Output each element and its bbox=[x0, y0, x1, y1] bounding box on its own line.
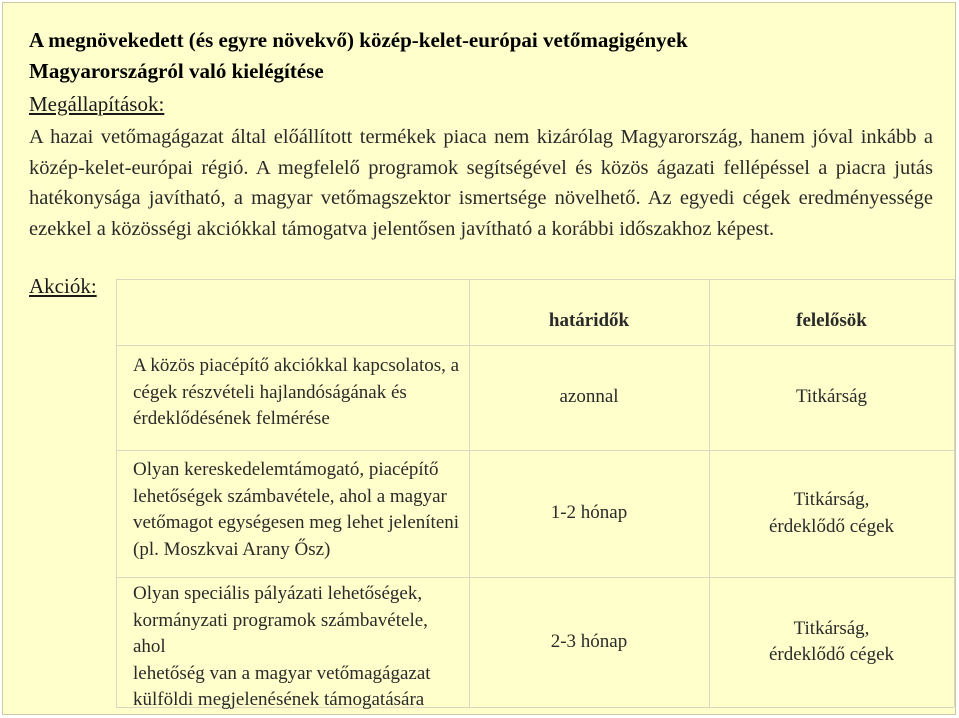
actions-table bbox=[116, 279, 956, 709]
header-responsible bbox=[709, 279, 954, 331]
action-line: lehetőségek számbavétele, ahol a magyar bbox=[133, 485, 447, 507]
table-border-right bbox=[954, 279, 955, 707]
table-row-3-deadline bbox=[469, 577, 709, 707]
action-line: érdeklődésének felmérése bbox=[133, 408, 330, 429]
action-line: vetőmagot egységesen meg lehet jeleníteni bbox=[133, 512, 460, 533]
action-line: Olyan speciális pályázati lehetőségek, bbox=[133, 583, 423, 604]
title-line-2: Magyarországról való kielégítése bbox=[29, 59, 324, 83]
action-line: A közös piacépítő akciókkal kapcsolatos, a bbox=[133, 355, 460, 376]
table-row-2-responsible bbox=[709, 450, 954, 577]
deadline-value: 2-3 hónap bbox=[550, 630, 628, 652]
findings-paragraph: A hazai vetőmagágazat által előállított termékek piaca nem kizárólag Magyarország, hanem jóval inkább a közép-kelet-európai régió. A megfelelő programok segítségével és közös ágazati fellépéssel a piacra jutás hatékonysága javítható, a magyar vetőmagszektor ismertsége növelhető. Az egyedi cégek eredményessége ezekkel a közösségi akciókkal támogatva jelentősen javítható a korábbi időszakhoz képest. bbox=[29, 126, 933, 240]
title-line-1: A megnövekedett (és egyre növekvő) közép-kelet-európai vetőmagigények bbox=[29, 28, 688, 52]
action-line: külföldi megjelenésének támogatására bbox=[133, 689, 425, 710]
actions-label: Akciók: bbox=[29, 274, 97, 298]
responsible-value: érdeklődő cégek bbox=[768, 515, 895, 537]
table-row-1-action bbox=[133, 353, 463, 433]
header-deadline-label: határidők bbox=[548, 309, 630, 331]
action-line: (pl. Moszkvai Arany Ősz) bbox=[133, 538, 331, 560]
action-line: lehetőség van a magyar vetőmagágazat bbox=[133, 662, 431, 684]
action-line: cégek részvételi hajlandóságának és bbox=[133, 381, 407, 403]
header-responsible-label: felelősök bbox=[796, 309, 867, 331]
header-deadline bbox=[469, 279, 709, 331]
table-row-1-deadline bbox=[469, 345, 709, 450]
responsible-value: Titkárság, bbox=[793, 617, 870, 639]
responsible-value: Titkárság bbox=[795, 386, 868, 408]
action-line: Olyan kereskedelemtámogató, piacépítő bbox=[133, 459, 439, 480]
slide-title bbox=[29, 25, 929, 87]
table-row-1-responsible bbox=[709, 345, 954, 450]
responsible-value: érdeklődő cégek bbox=[768, 644, 895, 665]
action-line: kormányzati programok számbavétele, ahol bbox=[133, 609, 428, 657]
table-row-3-responsible bbox=[709, 577, 954, 707]
deadline-value: azonnal bbox=[559, 386, 619, 408]
responsible-value: Titkárság, bbox=[793, 489, 870, 510]
table-row-2-action bbox=[133, 457, 463, 563]
deadline-value: 1-2 hónap bbox=[550, 502, 628, 524]
findings-label: Megállapítások: bbox=[29, 92, 165, 116]
table-border-left bbox=[116, 279, 117, 707]
table-row-3-action bbox=[133, 581, 463, 714]
table-row-2-deadline bbox=[469, 450, 709, 577]
